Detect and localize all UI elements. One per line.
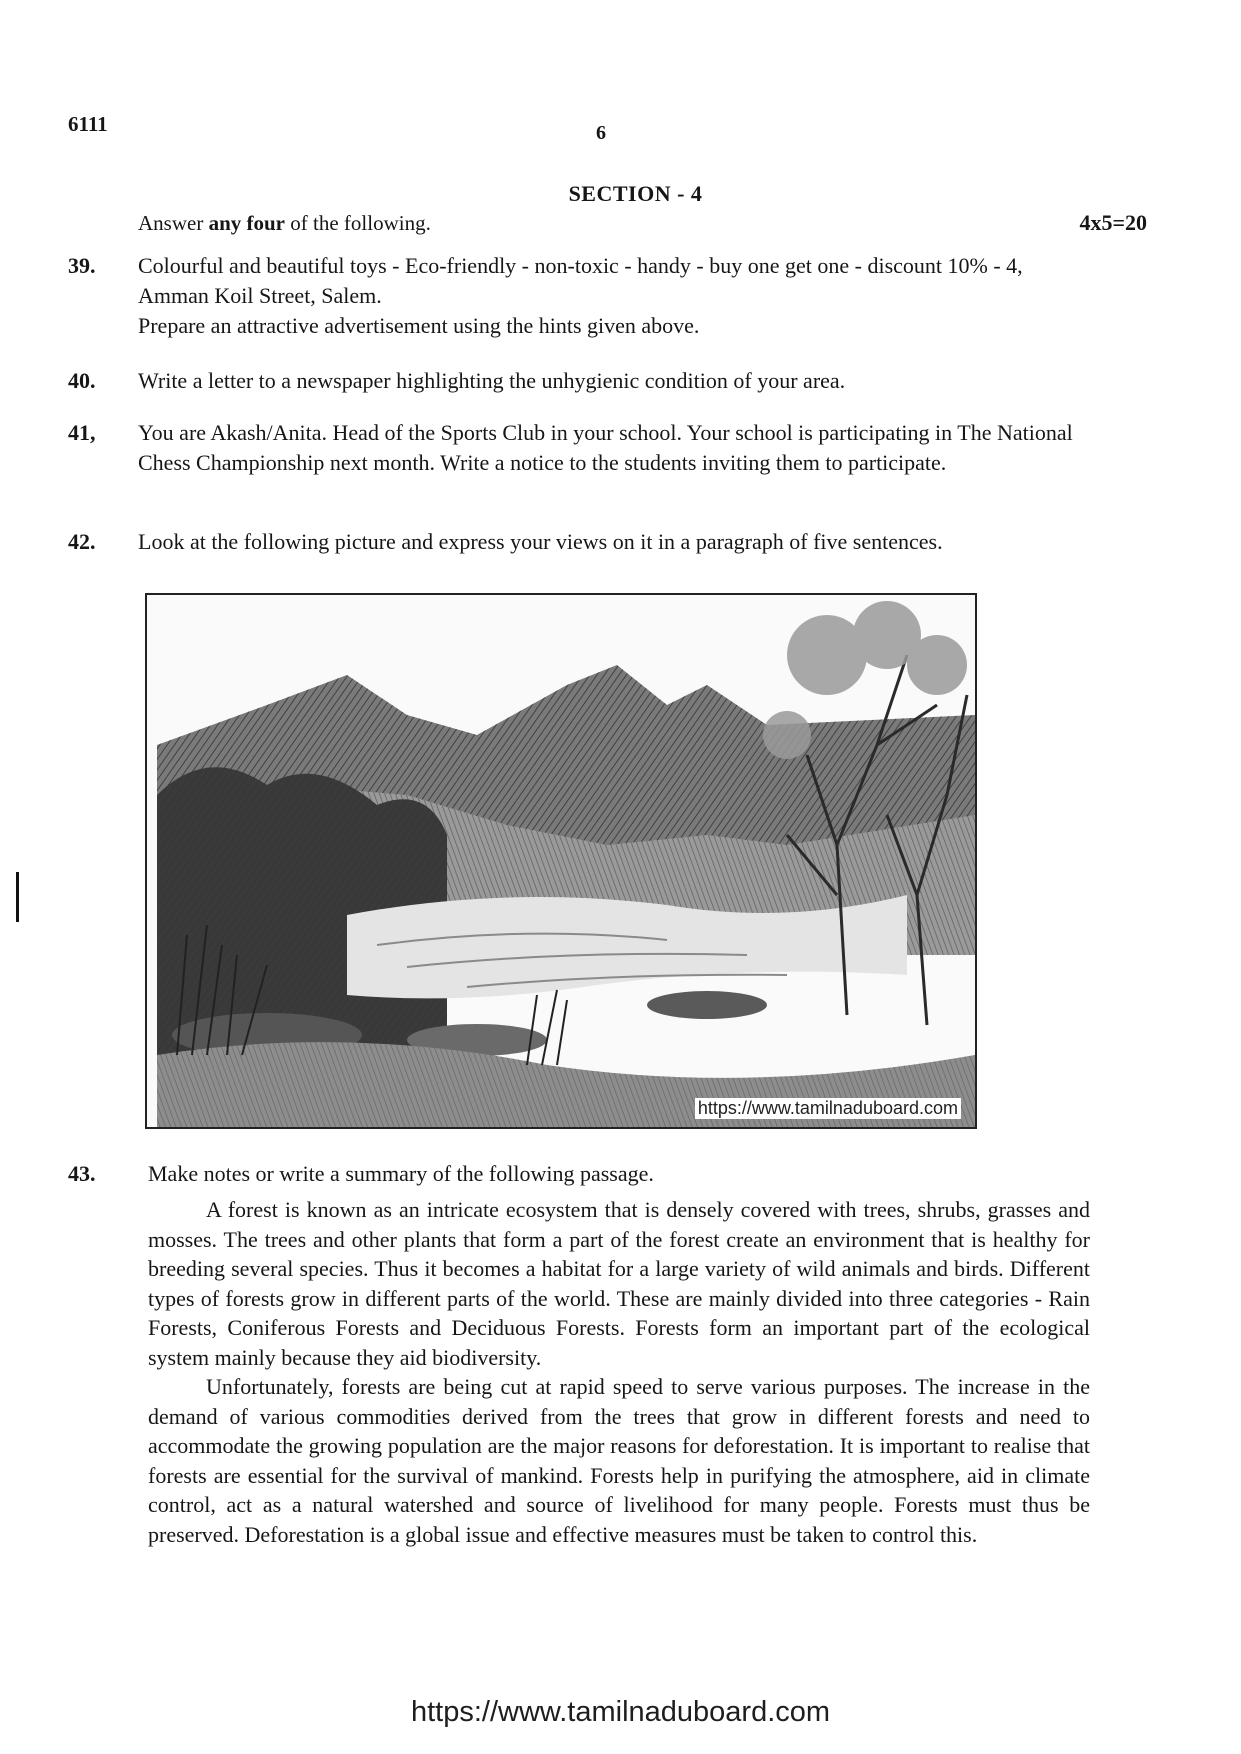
- question-39: [68, 251, 1088, 341]
- question-41: [68, 418, 1088, 478]
- question-task: Prepare an attractive advertisement using the hints given above.: [138, 313, 700, 338]
- landscape-drawing: [147, 595, 975, 1127]
- paper-code: 6111: [68, 112, 108, 136]
- section-title: SECTION - 4: [568, 181, 703, 206]
- instruction-emphasis: any four: [208, 211, 286, 235]
- landscape-picture: [145, 593, 977, 1129]
- passage-paragraph: Unfortunately, forests are being cut at rapid speed to serve various purposes. The increase in the demand of various commodities derived from the trees that grow in different forests and need to accommodate the growing population are the major reasons for deforestation. It is important to realise that forests are essential for the survival of mankind. Forests help in purifying the atmosphere, aid in climate control, act as a natural watershed and source of livelihood for many people. Forests must thus be preserved. Deforestation is a global issue and effective measures must be taken to control this.: [148, 1374, 1090, 1547]
- question-40: [68, 366, 1088, 396]
- instruction-text-end: of the following.: [285, 211, 431, 235]
- question-42: [68, 527, 1088, 557]
- question-number: 39.: [68, 253, 96, 278]
- question-text: Make notes or write a summary of the following passage.: [148, 1161, 654, 1186]
- question-text: You are Akash/Anita. Head of the Sports Club in your school. Your school is participating in The National Chess Championship next month. Write a notice to the students inviting them to participate.: [138, 420, 1073, 475]
- question-hints: Colourful and beautiful toys - Eco-friendly - non-toxic - handy - buy one get one - discount 10% - 4, Amman Koil Street, Salem.: [138, 253, 1023, 308]
- question-text: Look at the following picture and express your views on it in a paragraph of five sentences.: [138, 529, 943, 554]
- section-instruction: [138, 211, 431, 236]
- section-marks: 4x5=20: [1079, 210, 1147, 235]
- question-number: 43.: [68, 1161, 96, 1186]
- question-number: 42.: [68, 529, 96, 554]
- question-number: 40.: [68, 368, 96, 393]
- picture-watermark: https://www.tamilnaduboard.com: [695, 1098, 961, 1119]
- instruction-text: Answer: [138, 211, 209, 235]
- summary-passage: [148, 1195, 1090, 1549]
- footer-url: https://www.tamilnaduboard.com: [410, 1696, 831, 1728]
- question-43: [68, 1159, 1088, 1189]
- page-number: 6: [596, 122, 606, 144]
- margin-mark: [16, 872, 19, 922]
- passage-paragraph: A forest is known as an intricate ecosystem that is densely covered with trees, shrubs, grasses and mosses. The trees and other plants that form a part of the forest create an environment that is healthy for breeding several species. Thus it becomes a habitat for a large variety of wild animals and birds. Different types of forests grow in different parts of the world. These are mainly divided into three categories - Rain Forests, Coniferous Forests and Deciduous Forests. Forests form an important part of the ecological system mainly because they aid biodiversity.: [148, 1197, 1090, 1370]
- question-number: 41,: [68, 420, 96, 445]
- question-text: Write a letter to a newspaper highlighting the unhygienic condition of your area.: [138, 368, 846, 393]
